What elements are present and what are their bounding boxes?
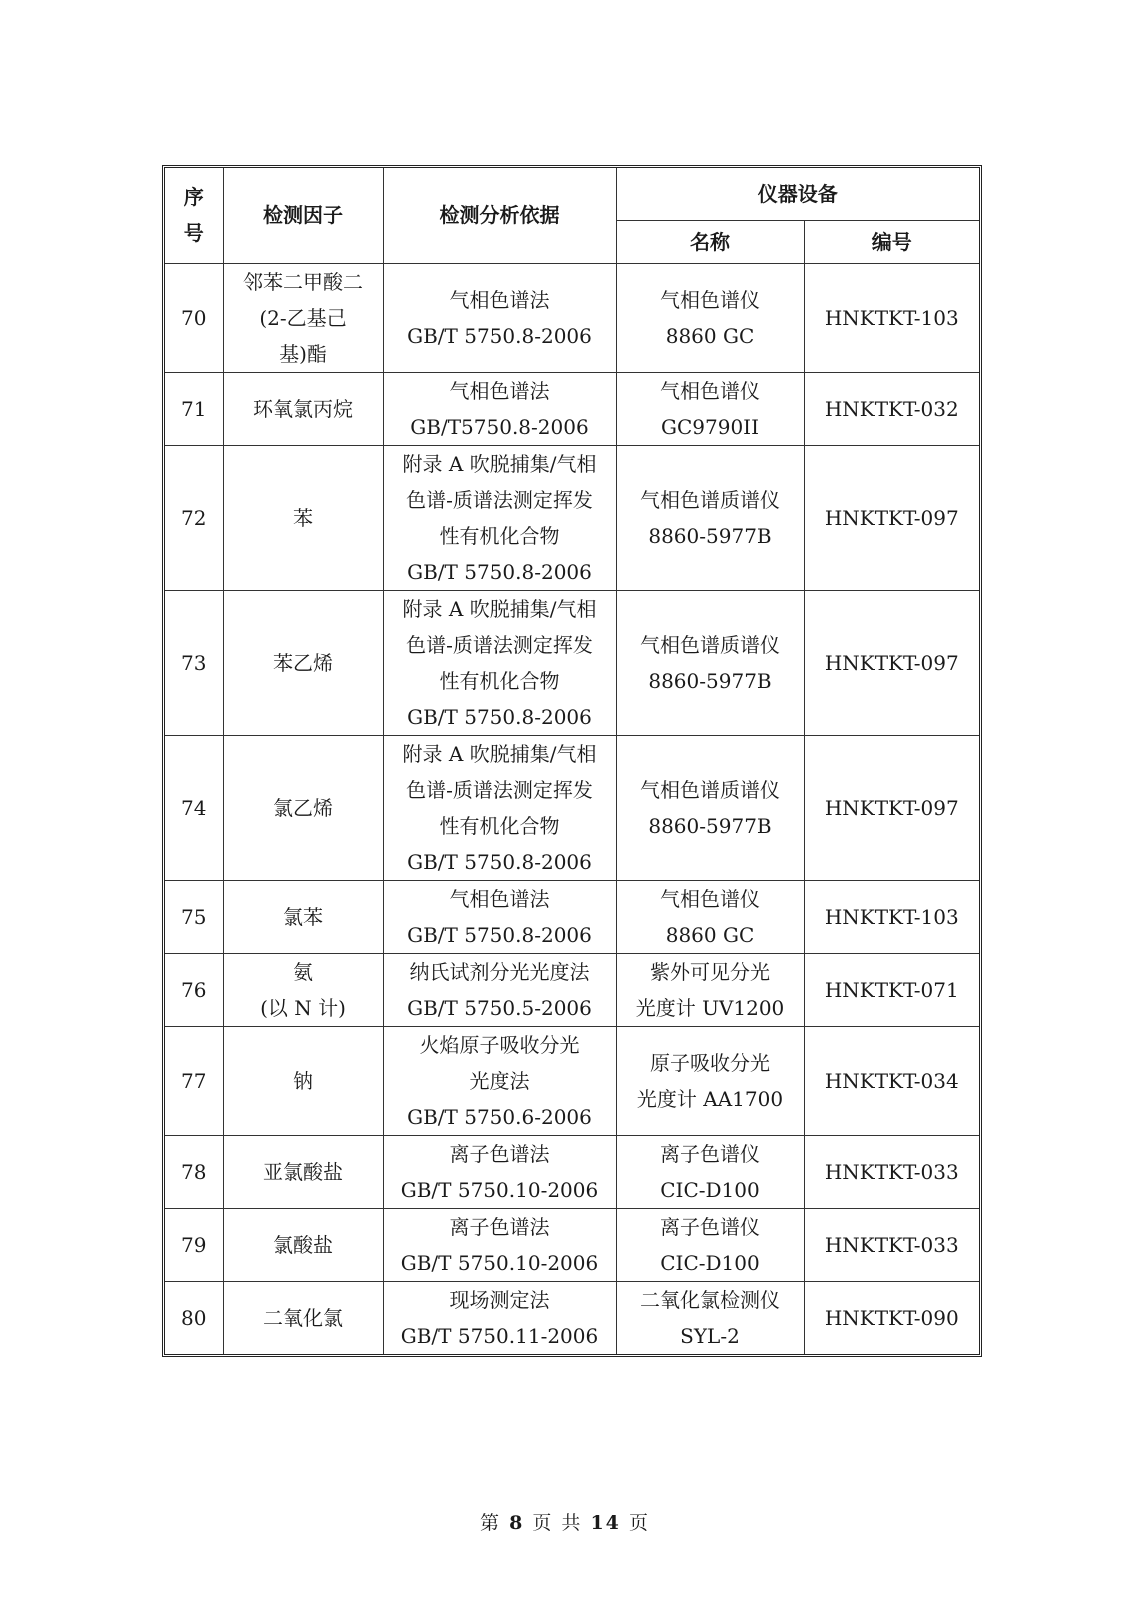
row-factor [223, 953, 383, 1026]
table-body [165, 263, 979, 1354]
row-basis [383, 590, 616, 735]
row-equipment-name-text: 气相色谱质谱仪 8860-5977B [640, 632, 780, 693]
table-row [165, 372, 979, 445]
row-seq [165, 445, 223, 590]
row-factor [223, 1208, 383, 1281]
row-equipment-name [616, 263, 804, 372]
row-equipment-name [616, 735, 804, 880]
row-equipment-id [804, 372, 979, 445]
row-factor [223, 372, 383, 445]
detection-table-frame [162, 165, 982, 1357]
detection-table [165, 168, 979, 1354]
row-basis [383, 880, 616, 953]
table-row [165, 1135, 979, 1208]
row-equipment-id-text: HNKTKT-097 [824, 795, 959, 820]
row-basis-text: 附录 A 吹脱捕集/气相 色谱-质谱法测定挥发 性有机化合物 GB/T 5750.8-2006 [402, 741, 597, 874]
row-seq-text: 77 [181, 1068, 207, 1093]
row-equipment-name-text: 原子吸收分光 光度计 AA1700 [636, 1050, 784, 1111]
row-equipment-name [616, 590, 804, 735]
row-seq [165, 1026, 223, 1135]
row-equipment-id-text: HNKTKT-071 [824, 977, 959, 1002]
row-equipment-id [804, 1281, 979, 1354]
row-factor [223, 445, 383, 590]
row-seq [165, 1281, 223, 1354]
row-factor-text: 亚氯酸盐 [263, 1159, 343, 1184]
row-basis [383, 735, 616, 880]
row-equipment-id-text: HNKTKT-032 [824, 396, 959, 421]
row-equipment-id-text: HNKTKT-103 [824, 904, 959, 929]
row-equipment-name-text: 气相色谱仪 8860 GC [660, 886, 760, 947]
row-equipment-id [804, 263, 979, 372]
row-factor-text: 苯乙烯 [273, 650, 333, 675]
row-equipment-name-text: 二氧化氯检测仪 SYL-2 [640, 1287, 780, 1348]
header-equipment-id: 编号 [804, 220, 979, 263]
row-equipment-id [804, 590, 979, 735]
row-factor-text: 二氧化氯 [263, 1305, 343, 1330]
row-basis [383, 1135, 616, 1208]
row-factor [223, 1281, 383, 1354]
row-equipment-name [616, 445, 804, 590]
row-seq [165, 1135, 223, 1208]
row-equipment-id [804, 1026, 979, 1135]
header-basis: 检测分析依据 [383, 168, 616, 263]
header-equipment: 仪器设备 [616, 168, 979, 220]
footer-prefix: 第 [480, 1512, 502, 1534]
table-row [165, 880, 979, 953]
footer-total-pages: 14 [590, 1512, 621, 1534]
row-basis-text: 气相色谱法 GB/T5750.8-2006 [410, 378, 589, 439]
row-equipment-id-text: HNKTKT-034 [824, 1068, 959, 1093]
row-seq [165, 735, 223, 880]
row-equipment-id [804, 953, 979, 1026]
row-basis-text: 附录 A 吹脱捕集/气相 色谱-质谱法测定挥发 性有机化合物 GB/T 5750.8-2006 [402, 596, 597, 729]
row-seq [165, 372, 223, 445]
row-equipment-name-text: 气相色谱质谱仪 8860-5977B [640, 487, 780, 548]
row-factor-text: 苯 [293, 505, 313, 530]
row-seq [165, 880, 223, 953]
row-basis [383, 953, 616, 1026]
row-factor-text: 钠 [293, 1068, 313, 1093]
header-factor: 检测因子 [223, 168, 383, 263]
row-equipment-id [804, 1208, 979, 1281]
table-row [165, 590, 979, 735]
row-equipment-name [616, 880, 804, 953]
row-equipment-name-text: 紫外可见分光 光度计 UV1200 [635, 959, 785, 1020]
table-row [165, 1208, 979, 1281]
row-seq-text: 79 [181, 1232, 207, 1257]
table-row [165, 1026, 979, 1135]
row-equipment-name-text: 气相色谱仪 GC9790II [660, 378, 760, 439]
row-seq-text: 74 [181, 795, 207, 820]
footer-suffix: 页 [628, 1512, 650, 1534]
row-equipment-name-text: 气相色谱质谱仪 8860-5977B [640, 777, 780, 838]
row-basis [383, 1208, 616, 1281]
row-basis [383, 1026, 616, 1135]
row-seq-text: 78 [181, 1159, 207, 1184]
row-seq [165, 590, 223, 735]
row-factor [223, 735, 383, 880]
row-equipment-id-text: HNKTKT-033 [824, 1232, 959, 1257]
row-equipment-id-text: HNKTKT-103 [824, 305, 959, 330]
row-basis [383, 263, 616, 372]
row-equipment-id [804, 1135, 979, 1208]
row-equipment-name-text: 离子色谱仪 CIC-D100 [660, 1214, 760, 1275]
row-equipment-name-text: 离子色谱仪 CIC-D100 [660, 1141, 760, 1202]
row-factor-text: 环氧氯丙烷 [253, 396, 353, 421]
row-equipment-name [616, 1208, 804, 1281]
row-seq-text: 71 [181, 396, 207, 421]
row-seq [165, 263, 223, 372]
table-row [165, 735, 979, 880]
row-equipment-id-text: HNKTKT-097 [824, 505, 959, 530]
row-equipment-name [616, 1026, 804, 1135]
table-row [165, 445, 979, 590]
row-equipment-name [616, 953, 804, 1026]
footer-middle: 页 共 [532, 1512, 583, 1534]
table-row [165, 263, 979, 372]
row-equipment-id-text: HNKTKT-097 [824, 650, 959, 675]
row-equipment-name-text: 气相色谱仪 8860 GC [660, 287, 760, 348]
row-seq [165, 953, 223, 1026]
row-equipment-id [804, 735, 979, 880]
header-seq: 序 号 [165, 168, 223, 263]
row-basis-text: 气相色谱法 GB/T 5750.8-2006 [407, 886, 592, 947]
row-equipment-name [616, 1281, 804, 1354]
row-basis-text: 离子色谱法 GB/T 5750.10-2006 [400, 1214, 599, 1275]
row-factor-text: 氯苯 [283, 904, 323, 929]
row-equipment-id [804, 880, 979, 953]
row-factor-text: 氯乙烯 [273, 795, 333, 820]
row-equipment-id-text: HNKTKT-033 [824, 1159, 959, 1184]
row-basis-text: 纳氏试剂分光光度法 GB/T 5750.5-2006 [407, 959, 592, 1020]
row-factor [223, 880, 383, 953]
row-seq-text: 80 [181, 1305, 207, 1330]
row-factor [223, 590, 383, 735]
row-seq [165, 1208, 223, 1281]
row-equipment-id-text: HNKTKT-090 [824, 1305, 959, 1330]
row-factor [223, 1135, 383, 1208]
row-factor-text: 氯酸盐 [273, 1232, 333, 1257]
row-factor [223, 1026, 383, 1135]
page-footer [0, 1508, 1130, 1535]
row-seq-text: 76 [181, 977, 207, 1002]
table-row [165, 953, 979, 1026]
row-factor [223, 263, 383, 372]
row-basis [383, 372, 616, 445]
row-seq-text: 75 [181, 904, 207, 929]
row-equipment-id [804, 445, 979, 590]
row-basis-text: 离子色谱法 GB/T 5750.10-2006 [400, 1141, 599, 1202]
table-row [165, 1281, 979, 1354]
row-seq-text: 72 [181, 505, 207, 530]
row-basis-text: 火焰原子吸收分光 光度法 GB/T 5750.6-2006 [407, 1032, 592, 1129]
row-basis-text: 附录 A 吹脱捕集/气相 色谱-质谱法测定挥发 性有机化合物 GB/T 5750.8-2006 [402, 451, 597, 584]
row-seq-text: 73 [181, 650, 207, 675]
row-factor-text: 邻苯二甲酸二 (2-乙基己 基)酯 [243, 269, 363, 366]
row-equipment-name [616, 1135, 804, 1208]
row-basis [383, 1281, 616, 1354]
row-basis [383, 445, 616, 590]
row-basis-text: 气相色谱法 GB/T 5750.8-2006 [407, 287, 592, 348]
row-seq-text: 70 [181, 305, 207, 330]
footer-page-number: 8 [509, 1512, 525, 1534]
row-factor-text: 氨 (以 N 计) [260, 959, 346, 1020]
row-basis-text: 现场测定法 GB/T 5750.11-2006 [400, 1287, 599, 1348]
header-equipment-name: 名称 [616, 220, 804, 263]
row-equipment-name [616, 372, 804, 445]
